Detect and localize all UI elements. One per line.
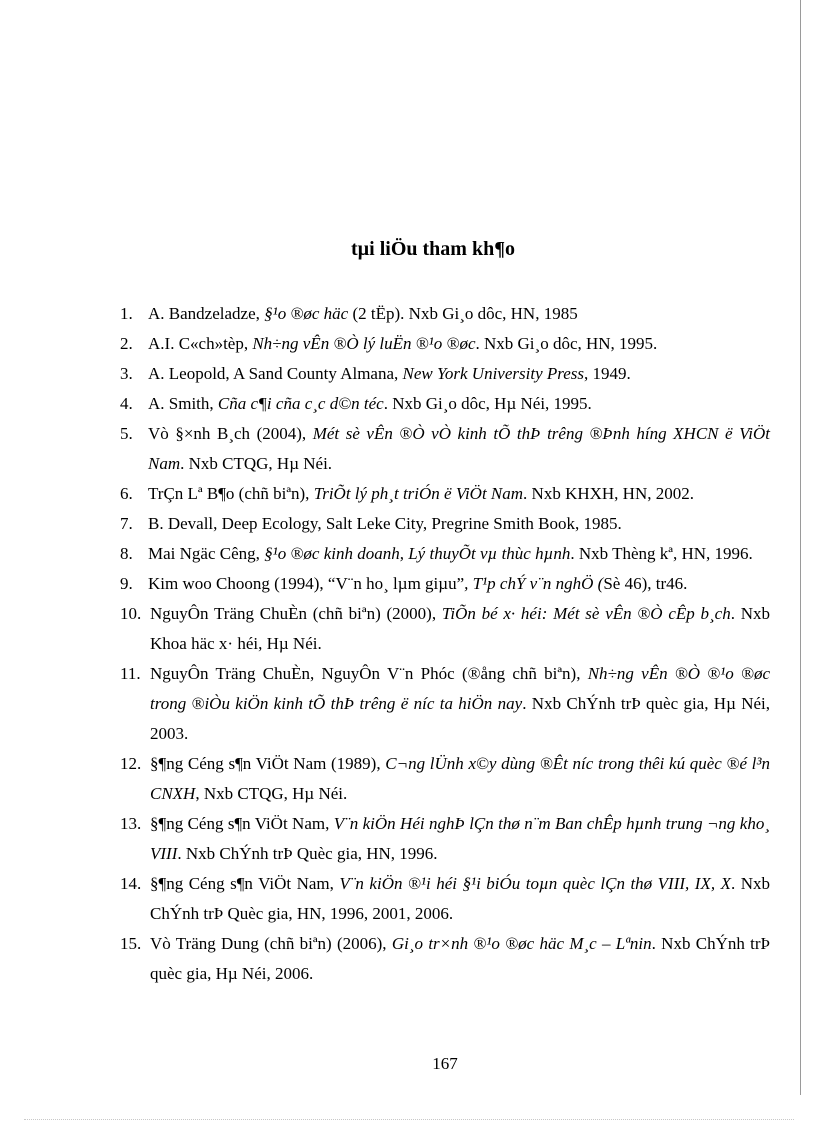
right-margin-rule xyxy=(800,0,801,1095)
reference-item xyxy=(120,809,770,869)
reference-title: New York University Press xyxy=(402,364,585,383)
reference-title: §¹o ®øc häc xyxy=(264,304,349,323)
reference-text: Vò §×nh B¸ch (2004), Mét sè vÊn ®Ò vÒ kinh tÕ thÞ trêng ®Þnh híng XHCN ë ViÖt Nam. Nxb CTQG, Hµ Néi. xyxy=(148,424,770,473)
reference-title: Cña c¶i cña c¸c d©n téc xyxy=(217,394,384,413)
reference-item xyxy=(120,329,770,359)
reference-list xyxy=(120,299,770,989)
reference-item xyxy=(120,749,770,809)
reference-number: 9. xyxy=(120,574,133,593)
reference-title: Nh÷ng vÊn ®Ò lý luËn ®¹o ®øc xyxy=(252,334,476,353)
page-number: 167 xyxy=(432,1054,458,1073)
reference-item xyxy=(120,659,770,749)
reference-text: B. Devall, Deep Ecology, Salt Leke City, Pregrine Smith Book, 1985. xyxy=(148,514,622,533)
reference-item xyxy=(120,599,770,659)
reference-item xyxy=(120,419,770,479)
reference-text: Kim woo Choong (1994), “V¨n ho¸ lµm giµu”, T¹p chÝ v¨n nghÖ (Sè 46), tr46. xyxy=(148,574,688,593)
reference-number: 5. xyxy=(120,424,133,443)
reference-text: §¶ng Céng s¶n ViÖt Nam, V¨n kiÖn ®¹i héi §¹i biÓu toµn quèc lÇn thø VIII, IX, X. Nxb ChÝnh trÞ Quèc gia, HN, 1996, 2001, 2006. xyxy=(150,874,771,923)
reference-text: A. Bandzeladze, §¹o ®øc häc (2 tËp). Nxb Gi¸o dôc, HN, 1985 xyxy=(148,304,578,323)
reference-text: A. Leopold, A Sand County Almana, New York University Press, 1949. xyxy=(148,364,631,383)
reference-number: 11. xyxy=(120,664,141,683)
reference-number: 6. xyxy=(120,484,133,503)
reference-title: TiÕn bé x· héi: Mét sè vÊn ®Ò cÊp b¸ch xyxy=(441,604,731,623)
reference-number: 4. xyxy=(120,394,133,413)
reference-number: 10. xyxy=(120,604,142,623)
reference-number: 7. xyxy=(120,514,133,533)
reference-text: NguyÔn Träng ChuÈn (chñ biªn) (2000), TiÕn bé x· héi: Mét sè vÊn ®Ò cÊp b¸ch. Nxb Khoa häc x· héi, Hµ Néi. xyxy=(150,604,770,653)
bottom-dotted-rule xyxy=(24,1119,794,1120)
reference-number: 1. xyxy=(120,304,133,323)
reference-item xyxy=(120,569,770,599)
reference-item xyxy=(120,509,770,539)
reference-title: Gi¸o tr×nh ®¹o ®øc häc M¸c – Lªnin xyxy=(391,934,652,953)
reference-item xyxy=(120,359,770,389)
reference-text: NguyÔn Träng ChuÈn, NguyÔn V¨n Phóc (®ång chñ biªn), Nh÷ng vÊn ®Ò ®¹o ®øc trong ®iÒu kiÖn kinh tÕ thÞ trêng ë níc ta hiÖn nay. Nxb ChÝnh trÞ quèc gia, Hµ Néi, 2003. xyxy=(150,664,771,743)
reference-text: A. Smith, Cña c¶i cña c¸c d©n téc. Nxb Gi¸o dôc, Hµ Néi, 1995. xyxy=(148,394,592,413)
reference-text: §¶ng Céng s¶n ViÖt Nam (1989), C¬ng lÜnh x©y dùng ®Êt níc trong thêi kú quèc ®é l³n CNXH, Nxb CTQG, Hµ Néi. xyxy=(150,754,770,803)
reference-title: §¹o ®øc kinh doanh, Lý thuyÕt vµ thùc hµnh xyxy=(264,544,571,563)
reference-item xyxy=(120,539,770,569)
reference-number: 8. xyxy=(120,544,133,563)
reference-title: , T¹p chÝ v¨n nghÖ ( xyxy=(464,574,604,593)
reference-title: V¨n kiÖn ®¹i héi §¹i biÓu toµn quèc lÇn thø VIII, IX, X xyxy=(339,874,731,893)
reference-text: §¶ng Céng s¶n ViÖt Nam, V¨n kiÖn Héi nghÞ lÇn thø n¨m Ban chÊp hµnh trung ¬ng kho¸ VIII. Nxb ChÝnh trÞ Quèc gia, HN, 1996. xyxy=(150,814,771,863)
reference-item xyxy=(120,869,770,929)
reference-number: 12. xyxy=(120,754,142,773)
reference-number: 3. xyxy=(120,364,133,383)
page-title: tµi liÖu tham kh¶o xyxy=(350,238,516,260)
reference-title: V¨n kiÖn Héi nghÞ lÇn thø n¨m Ban chÊp hµnh trung ¬ng kho¸ VIII xyxy=(150,814,771,863)
reference-title: C¬ng lÜnh x©y dùng ®Êt níc trong thêi kú quèc ®é l³n CNXH xyxy=(150,754,770,803)
reference-item xyxy=(120,479,770,509)
reference-item xyxy=(120,929,770,989)
reference-number: 2. xyxy=(120,334,133,353)
reference-title: Mét sè vÊn ®Ò vÒ kinh tÕ thÞ trêng ®Þnh híng XHCN ë ViÖt Nam xyxy=(148,424,770,473)
reference-title: TriÕt lý ph¸t triÓn ë ViÖt Nam xyxy=(313,484,524,503)
reference-text: Mai Ngäc Cêng, §¹o ®øc kinh doanh, Lý thuyÕt vµ thùc hµnh. Nxb Thèng kª, HN, 1996. xyxy=(148,544,753,563)
reference-title: Nh÷ng vÊn ®Ò ®¹o ®øc trong ®iÒu kiÖn kinh tÕ thÞ trêng ë níc ta hiÖn nay xyxy=(150,664,771,713)
reference-item xyxy=(120,389,770,419)
reference-item xyxy=(120,299,770,329)
reference-text: TrÇn Lª B¶o (chñ biªn), TriÕt lý ph¸t triÓn ë ViÖt Nam. Nxb KHXH, HN, 2002. xyxy=(148,484,694,503)
reference-text: A.I. C«ch»tèp, Nh÷ng vÊn ®Ò lý luËn ®¹o ®øc. Nxb Gi¸o dôc, HN, 1995. xyxy=(148,334,658,353)
reference-number: 13. xyxy=(120,814,142,833)
reference-text: Vò Träng Dung (chñ biªn) (2006), Gi¸o tr×nh ®¹o ®øc häc M¸c – Lªnin. Nxb ChÝnh trÞ quèc gia, Hµ Néi, 2006. xyxy=(150,934,771,983)
reference-number: 14. xyxy=(120,874,142,893)
reference-number: 15. xyxy=(120,934,142,953)
